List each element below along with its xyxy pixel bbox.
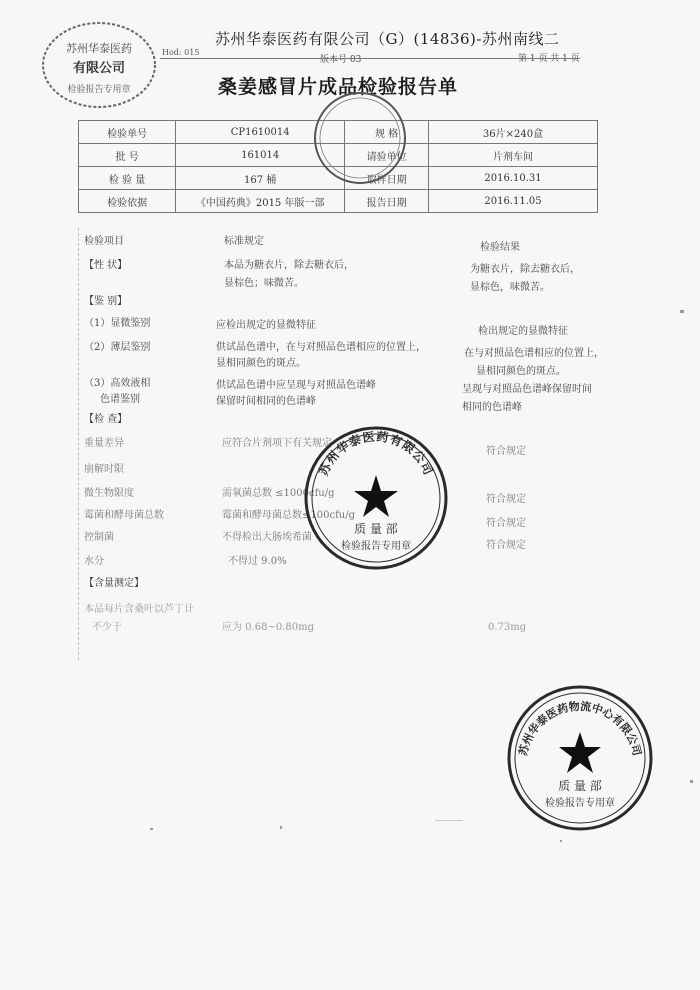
- ident-2-result-2: 显相同颜色的斑点。: [476, 366, 566, 377]
- character-result-2: 显棕色，味微苦。: [470, 282, 550, 293]
- page-count: 第 1 页 共 1 页: [518, 54, 580, 64]
- insp-5-standard: 不得检出大肠埃希菌: [222, 532, 312, 543]
- insp-1-item: 重量差异: [84, 438, 124, 449]
- seal-line1: 苏州华泰医药: [66, 42, 132, 55]
- ident-2-item: （2）薄层鉴别: [84, 342, 151, 353]
- cell-value: 片剂车间: [429, 144, 598, 167]
- insp-3-item: 微生物限度: [84, 488, 134, 499]
- left-rule: [78, 228, 79, 660]
- scan-speck: [435, 820, 463, 821]
- character-result-1: 为糖衣片，除去糖衣后，: [470, 264, 580, 275]
- seal-line2: 有限公司: [72, 61, 126, 76]
- scan-speck: [150, 828, 153, 830]
- section-inspection: 【检 查】: [84, 414, 128, 425]
- cell-label: 检验单号: [79, 121, 176, 144]
- insp-1-result: 符合规定: [486, 446, 526, 457]
- scan-speck: [680, 310, 684, 313]
- logistics-stamp-ring-text: 苏州华泰医药物流中心有限公司: [516, 699, 644, 758]
- section-character: 【性 状】: [84, 260, 128, 271]
- assay-result: 0.73mg: [488, 622, 527, 633]
- cell-label: 检 验 量: [79, 167, 176, 190]
- logistics-stamp-bottom: 检验报告专用章: [545, 798, 615, 809]
- version-label: 版本号 03: [320, 55, 362, 65]
- ident-2-result-1: 在与对照品色谱相应的位置上，: [464, 348, 604, 359]
- ident-2-standard-1: 供试品色谱中，在与对照品色谱相应的位置上，: [216, 342, 426, 353]
- cell-label: 取样日期: [345, 167, 429, 190]
- scan-speck: [280, 826, 282, 829]
- center-quality-stamp: [303, 425, 449, 571]
- cell-label: 请验单位: [345, 144, 429, 167]
- ident-1-standard: 应检出规定的显微特征: [216, 320, 316, 331]
- assay-item-2: 不少于: [92, 622, 122, 633]
- insp-6-item: 水分: [84, 556, 104, 567]
- ident-3-standard-1: 供试品色谱中应呈现与对照品色谱峰: [216, 380, 376, 391]
- ident-3-standard-2: 保留时间相同的色谱峰: [216, 396, 316, 407]
- section-identification: 【鉴 别】: [84, 296, 128, 307]
- ident-1-item: （1）显微鉴别: [84, 318, 151, 329]
- cell-label: 检验依据: [79, 190, 176, 213]
- svg-text:苏州华泰医药有限公司: [315, 429, 435, 478]
- insp-6-standard: 不得过 9.0%: [228, 556, 287, 567]
- scan-speck: [690, 780, 693, 783]
- scan-speck: [560, 840, 562, 842]
- report-title: 桑姜感冒片成品检验报告单: [218, 76, 459, 98]
- character-standard-2: 显棕色；味微苦。: [224, 278, 304, 289]
- cell-label: 报告日期: [345, 190, 429, 213]
- col-header-standard: 标准规定: [224, 236, 264, 247]
- company-header: 苏州华泰医药有限公司（G）(14836)-苏州南线二: [215, 30, 560, 48]
- cell-value: 36片×240盒: [429, 121, 598, 144]
- top-left-seal: [40, 20, 158, 110]
- ident-2-standard-2: 显相同颜色的斑点。: [216, 358, 306, 369]
- insp-1-standard: 应符合片剂项下有关规定: [222, 438, 332, 449]
- cell-value: 《中国药典》2015 年版一部: [176, 190, 345, 213]
- insp-4-result: 符合规定: [486, 518, 526, 529]
- center-stamp-ring-text: 苏州华泰医药有限公司: [316, 429, 436, 478]
- col-header-item: 检验项目: [84, 236, 124, 247]
- table-row: [79, 190, 598, 213]
- insp-3-standard: 需氧菌总数 ≤1000cfu/g: [222, 488, 335, 499]
- insp-4-standard: 霉菌和酵母菌总数≤100cfu/g: [222, 510, 355, 521]
- ident-3-item-2: 色谱鉴别: [100, 394, 140, 405]
- section-assay: 【含量测定】: [84, 578, 144, 589]
- insp-5-result: 符合规定: [486, 540, 526, 551]
- assay-item: 本品每片含桑叶以芦丁计: [84, 604, 194, 615]
- seal-line3: 检验报告专用章: [67, 85, 131, 95]
- ident-3-item: （3）高效液相: [84, 378, 151, 389]
- insp-5-item: 控制菌: [84, 532, 114, 543]
- ident-1-result: 检出规定的显微特征: [478, 326, 568, 337]
- cell-value: 2016.11.05: [429, 190, 598, 213]
- cell-value: 161014: [176, 144, 345, 167]
- col-header-result: 检验结果: [480, 242, 520, 253]
- insp-3-result: 符合规定: [486, 494, 526, 505]
- logistics-stamp-inner: 质 量 部: [558, 779, 602, 793]
- cell-value: 2016.10.31: [429, 167, 598, 190]
- cell-label: 规 格: [345, 121, 429, 144]
- center-stamp-inner: 质 量 部: [354, 522, 398, 536]
- ident-3-result-2: 相同的色谱峰: [462, 402, 522, 413]
- header-divider: [160, 58, 580, 59]
- character-standard-1: 本品为糖衣片，除去糖衣后，: [224, 260, 354, 271]
- insp-2-item: 崩解时限: [84, 464, 124, 475]
- insp-4-item: 霉菌和酵母菌总数: [84, 510, 164, 521]
- logistics-quality-stamp: [506, 684, 654, 832]
- center-stamp-bottom: 检验报告专用章: [341, 541, 411, 552]
- assay-standard: 应为 0.68~0.80mg: [222, 622, 314, 633]
- cell-label: 批 号: [79, 144, 176, 167]
- cell-value: 167 桶: [176, 167, 345, 190]
- table-stamp-fragment: [312, 90, 408, 186]
- cell-value: CP1610014: [176, 121, 345, 144]
- doc-code: Hod: 015: [162, 48, 200, 57]
- ident-3-result-1: 呈现与对照品色谱峰保留时间: [462, 384, 592, 395]
